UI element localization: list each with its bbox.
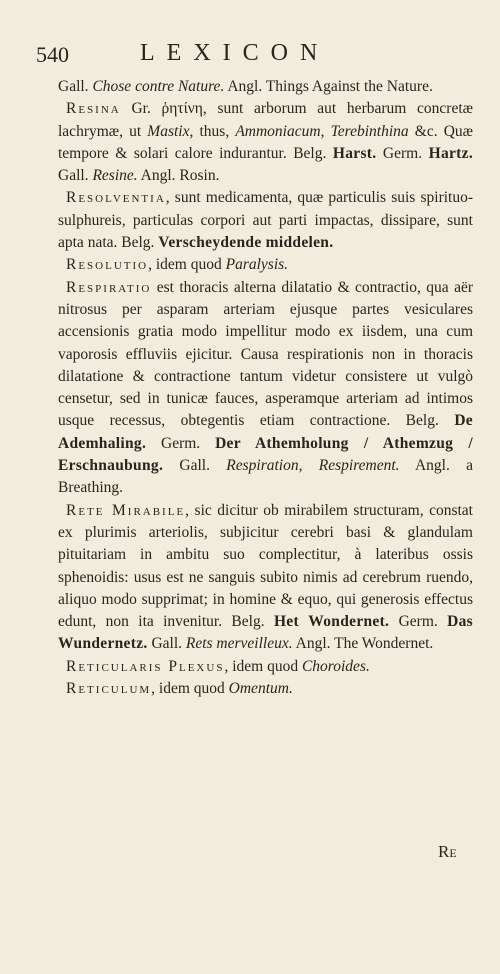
catchword: Re	[438, 842, 457, 861]
headword: Resolutio	[66, 256, 149, 274]
entry-text: Gall.	[163, 457, 227, 475]
entry-text: , idem quod	[148, 256, 226, 274]
headword: Reticularis Plexus	[66, 657, 225, 675]
french-term: Chose contre Nature.	[92, 78, 225, 95]
entry-reticulum	[58, 678, 473, 700]
dutch-term: De Ademhaling.	[58, 412, 473, 452]
german-term: Hartz.	[428, 144, 473, 162]
entry-text: est thoracis alterna dilatatio & contractio, qua aër nitrosus per asparam arteriam ejusque partes vesiculares accensionis gratia modo impellitur modo ex iisdem, una cum vaporosis effluviis ejicitur. Causa respirationis non in thoracis dilatatione & contractione tantum videtur consistere ut vulgò censetur, sed in tunicæ fauces, asperamque arteriam ad intimos usque recessus, obtegentis etiam contractione. Belg.	[58, 278, 473, 430]
cross-reference: Omentum.	[228, 680, 293, 698]
german-term: Das Wundernetz.	[58, 613, 474, 653]
entry-text: Gr. ῥητίνη, sunt arborum aut herbarum concretæ lachrymæ, ut	[58, 100, 473, 140]
cross-reference: Paralysis.	[225, 256, 289, 274]
headword: Rete Mirabile	[66, 501, 186, 519]
german-term: Der Athemholung / Athemzug / Erschnaubung.	[58, 434, 473, 475]
entry-text: Germ.	[146, 434, 216, 452]
entry-text: ,	[320, 122, 331, 140]
running-head: LEXICON	[140, 40, 330, 66]
italic-term: Ammoniacum	[235, 122, 321, 140]
french-term: Rets merveilleux.	[185, 635, 293, 653]
entry-text: Gall.	[147, 635, 186, 653]
entry-text: Gall.	[58, 78, 93, 95]
french-term: Resine.	[92, 167, 138, 185]
entry-text: , thus,	[189, 122, 236, 140]
entry-reticularis-plexus	[58, 656, 473, 678]
headword: Resolventia	[66, 189, 166, 207]
dutch-term: Verscheydende middelen.	[158, 234, 334, 252]
headword: Reticulum	[66, 680, 152, 698]
headword: Resina	[66, 100, 121, 118]
entry-text: Angl. Rosin.	[137, 167, 220, 185]
entry-text: Angl. The Wondernet.	[292, 635, 434, 653]
entry-text: , sunt medicamenta, quæ particulis suis spirituo-sulphureis, particulas corpori aut parti impactas, dissipare, sunt apta nata. Belg.	[58, 189, 473, 252]
entry-rete-mirabile	[58, 500, 473, 656]
french-term: Respiration, Respirement.	[226, 457, 400, 475]
headword: Respiratio	[66, 278, 152, 296]
dutch-term: Harst.	[332, 144, 377, 162]
entry-resina	[58, 98, 473, 187]
lexicon-text	[58, 76, 473, 700]
cross-reference: Choroides.	[301, 657, 370, 675]
dutch-term: Het Wondernet.	[273, 613, 390, 631]
entry-text: Germ.	[389, 613, 448, 631]
entry-text: Angl. a Breathing.	[58, 457, 473, 497]
entry-text: , idem quod	[151, 680, 229, 698]
italic-term: Terebinthina	[330, 122, 409, 140]
entry-text: Angl. Things Against the Nature.	[224, 78, 433, 95]
entry-text: Gall.	[58, 167, 93, 185]
entry-resolventia	[58, 187, 473, 254]
entry-text: , idem quod	[224, 657, 302, 675]
entry-respiratio	[58, 277, 473, 500]
entry-text: , sic dicitur ob mirabilem structuram, constat ex plurimis arteriolis, subjicitur cerebri basi & glandulam pituitariam in ambitu suo complectitur, à lateribus ossis sphenoidis: usus est ne sanguis subito nimis ad cerebrum ruendo, aliquo modo supprimat; in homine & equo, qui generosis effectus edunt, non ita invenitur. Belg.	[58, 501, 473, 631]
entry-text: &c. Quæ tempore & solari calore indurantur. Belg.	[58, 122, 474, 162]
italic-term: Mastix	[147, 122, 190, 140]
entry-resolutio	[58, 254, 473, 276]
entry-text: Germ.	[376, 144, 429, 162]
entry-continuation	[58, 76, 473, 98]
page-number: 540	[36, 42, 69, 67]
